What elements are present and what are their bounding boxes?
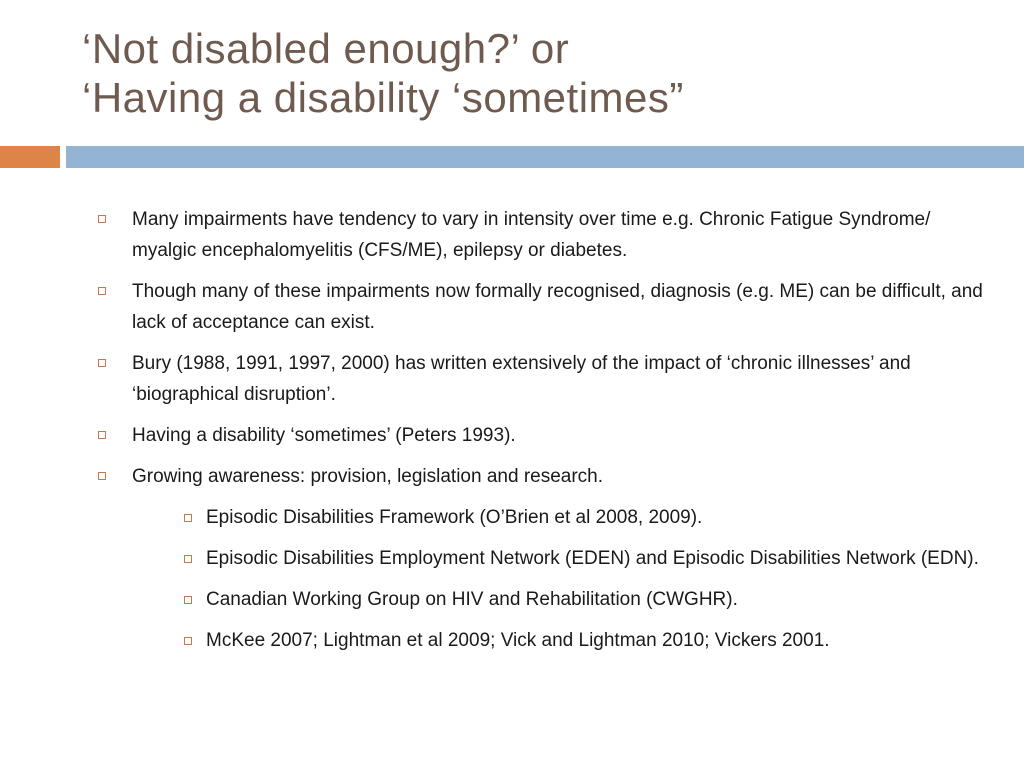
bullet-item <box>98 204 998 266</box>
title-line-1: ‘Not disabled enough?’ or <box>82 25 570 72</box>
accent-bar-orange <box>0 146 60 168</box>
sub-bullet-text: McKee 2007; Lightman et al 2009; Vick and Lightman 2010; Vickers 2001. <box>206 630 830 651</box>
title-line-2: ‘Having a disability ‘sometimes” <box>82 74 684 121</box>
square-bullet-icon <box>184 514 192 522</box>
sub-bullet-item <box>184 584 998 615</box>
square-bullet-icon <box>98 287 106 295</box>
accent-bar-blue <box>66 146 1024 168</box>
square-bullet-icon <box>98 359 106 367</box>
bullet-text: Growing awareness: provision, legislation and research. <box>132 466 604 487</box>
bullet-item <box>98 348 998 410</box>
square-bullet-icon <box>98 431 106 439</box>
sub-bullet-text: Episodic Disabilities Framework (O’Brien et al 2008, 2009). <box>206 507 703 528</box>
bullet-item <box>98 461 998 492</box>
sub-bullet-item <box>184 625 998 656</box>
bullet-text: Having a disability ‘sometimes’ (Peters 1993). <box>132 425 516 446</box>
bullet-text: Though many of these impairments now formally recognised, diagnosis (e.g. ME) can be difficult, and lack of acceptance can exist. <box>132 281 983 333</box>
bullet-text: Bury (1988, 1991, 1997, 2000) has written extensively of the impact of ‘chronic illnesses’ and ‘biographical disruption’. <box>132 353 911 405</box>
sub-bullet-text: Episodic Disabilities Employment Network (EDEN) and Episodic Disabilities Network (EDN). <box>206 548 979 569</box>
sub-bullet-item <box>184 543 998 574</box>
square-bullet-icon <box>98 215 106 223</box>
square-bullet-icon <box>98 472 106 480</box>
square-bullet-icon <box>184 555 192 563</box>
slide-title <box>82 24 1002 122</box>
square-bullet-icon <box>184 596 192 604</box>
sub-bullet-text: Canadian Working Group on HIV and Rehabilitation (CWGHR). <box>206 589 738 610</box>
bullet-item <box>98 420 998 451</box>
bullet-item <box>98 276 998 338</box>
sub-bullet-item <box>184 502 998 533</box>
square-bullet-icon <box>184 637 192 645</box>
bullet-text: Many impairments have tendency to vary in intensity over time e.g. Chronic Fatigue Syndrome/ myalgic encephalomyelitis (CFS/ME), epilepsy or diabetes. <box>132 209 931 261</box>
bullet-list <box>98 204 998 666</box>
